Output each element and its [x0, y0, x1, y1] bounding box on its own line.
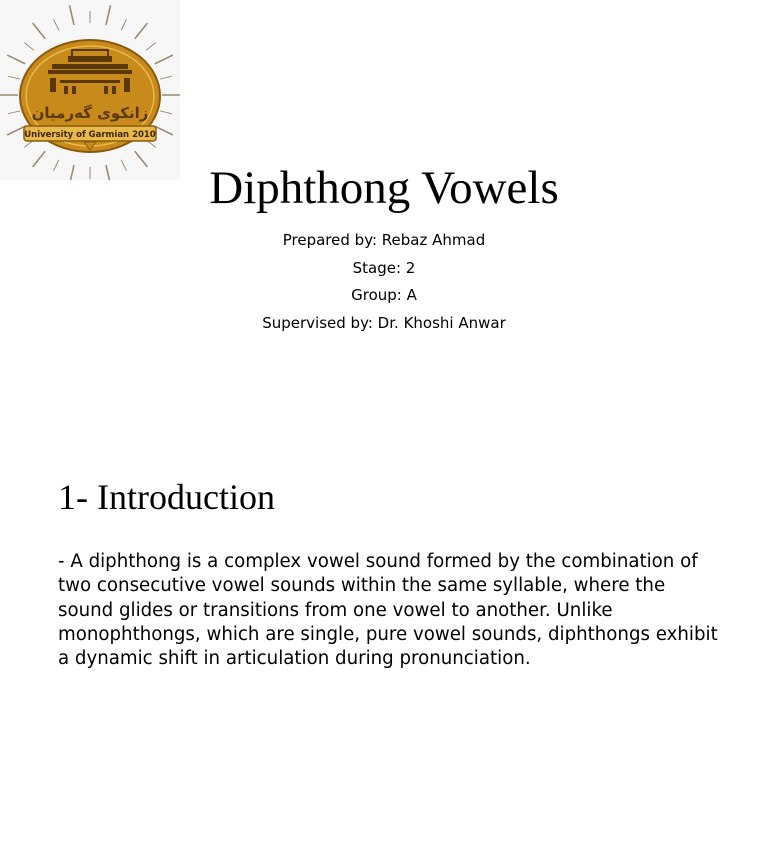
intro-paragraph: - A diphthong is a complex vowel sound formed by the combination of two consecutive vowel sounds within the same syllable, where the sound glides or transitions from one vowel to another. Unlike monophthongs, which are single, pure vowel sounds, diphthongs exhibit a dynamic shift in articulation during pronunciation.: [58, 551, 718, 670]
title-meta: [0, 227, 768, 337]
supervised-by: Supervised by: Dr. Khoshi Anwar: [262, 313, 506, 332]
section-heading: 1- Introduction: [58, 477, 275, 517]
stage: Stage: 2: [352, 258, 416, 277]
logo-english-text: University of Garmian 2010: [24, 130, 156, 140]
prepared-by: Prepared by: Rebaz Ahmad: [282, 231, 486, 249]
university-seal-icon: [0, 0, 180, 180]
university-logo: [0, 0, 180, 180]
page-title: Diphthong Vowels: [209, 162, 559, 214]
logo-arabic-script: زانكوى گەرميان: [31, 104, 149, 122]
group: Group: A: [351, 286, 417, 304]
